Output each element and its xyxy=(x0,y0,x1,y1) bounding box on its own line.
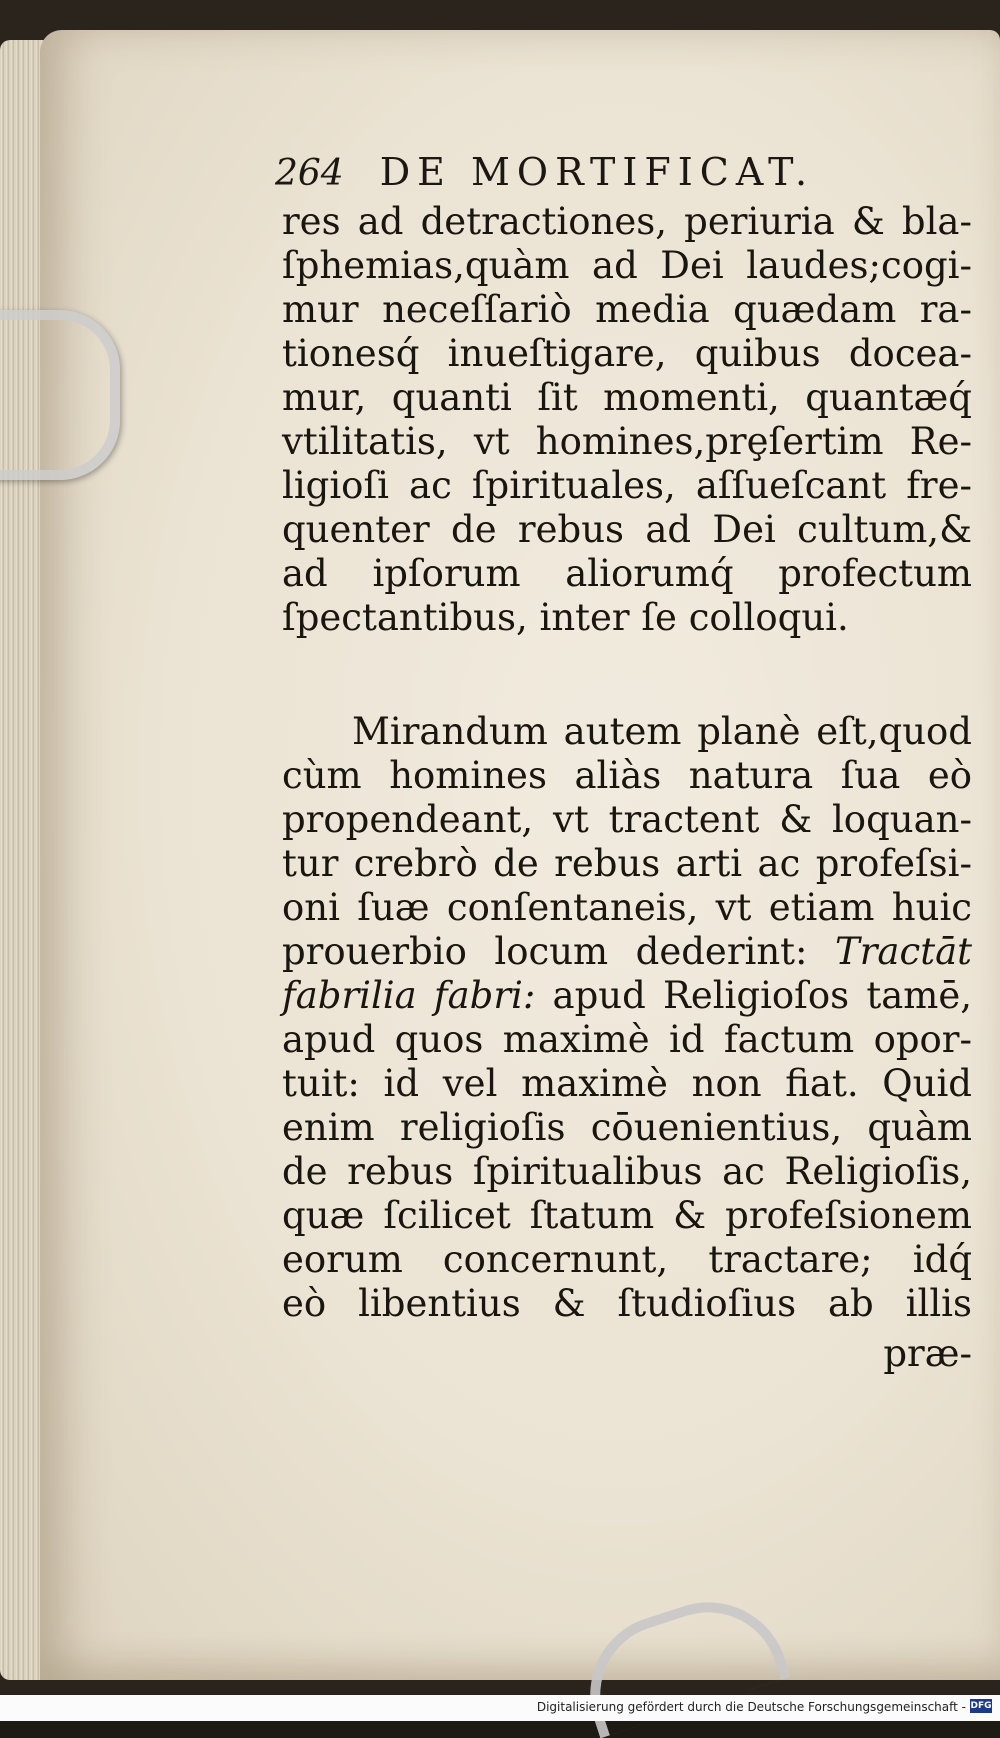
text-line xyxy=(282,930,972,974)
text-line: tur crebrò de rebus arti ac profeſsi- xyxy=(282,842,972,885)
text-line: cùm homines aliàs natura ſua eò xyxy=(282,754,972,797)
text-line: tuit: id vel maximè non fiat. Quid xyxy=(282,1062,972,1105)
text-line: mur neceſſariò media quædam ra- xyxy=(282,288,972,331)
text-line xyxy=(282,974,972,1018)
text-block xyxy=(282,200,972,1376)
text-line: Mirandum autem planè eſt,quod xyxy=(352,710,972,753)
text-normal: apud Religioſos tamē, xyxy=(535,974,973,1017)
text-line: res ad detractiones, periuria & bla- xyxy=(282,200,972,243)
text-line: oni ſuæ conſentaneis, vt etiam huic xyxy=(282,886,972,929)
text-line: ligioſi ac ſpirituales, aſſueſcant fre- xyxy=(282,464,972,507)
text-line: apud quos maximè id factum opor- xyxy=(282,1018,972,1061)
text-line: ſpectantibus, inter ſe colloqui. xyxy=(282,596,849,639)
text-italic: fabrilia fabri: xyxy=(282,974,536,1017)
text-normal: prouerbio locum dederint: xyxy=(282,930,836,973)
text-line: mur, quanti ſit momenti, quantæq́ xyxy=(282,376,972,419)
catchword: præ- xyxy=(883,1332,972,1375)
digitization-credit: Digitalisierung gefördert durch die Deutsche Forschungsgemeinschaft - xyxy=(536,1700,966,1714)
text-line: eorum concernunt, tractare; idq́ xyxy=(282,1238,972,1281)
text-italic: Tractāt xyxy=(835,930,972,973)
running-title: DE MORTIFICAT. xyxy=(379,150,815,194)
text-line: vtilitatis, vt homines,prȩſertim Re- xyxy=(282,420,972,463)
dfg-logo-icon: DFG xyxy=(970,1701,992,1711)
text-line: propendeant, vt tractent & loquan- xyxy=(282,798,972,841)
text-line: ad ipſorum aliorumq́ profectum xyxy=(282,552,972,595)
text-line: enim religioſis cōuenientius, quàm xyxy=(282,1106,972,1149)
page-number: 264 xyxy=(275,153,344,194)
text-line: eò libentius & ſtudioſius ab illis xyxy=(282,1282,972,1325)
text-line: ſphemias,quàm ad Dei laudes;cogi- xyxy=(282,244,972,287)
paragraph-2 xyxy=(282,710,972,1376)
text-line: quæ ſcilicet ſtatum & profeſsionem xyxy=(282,1194,972,1237)
text-line: quenter de rebus ad Dei cultum,& xyxy=(282,508,972,551)
text-line: tionesq́ inueſtigare, quibus docea- xyxy=(282,332,972,375)
running-head xyxy=(275,150,814,194)
text-line: de rebus ſpiritualibus ac Religioſis, xyxy=(282,1150,972,1193)
paragraph-1 xyxy=(282,200,972,640)
paper-clip-left xyxy=(0,310,120,480)
